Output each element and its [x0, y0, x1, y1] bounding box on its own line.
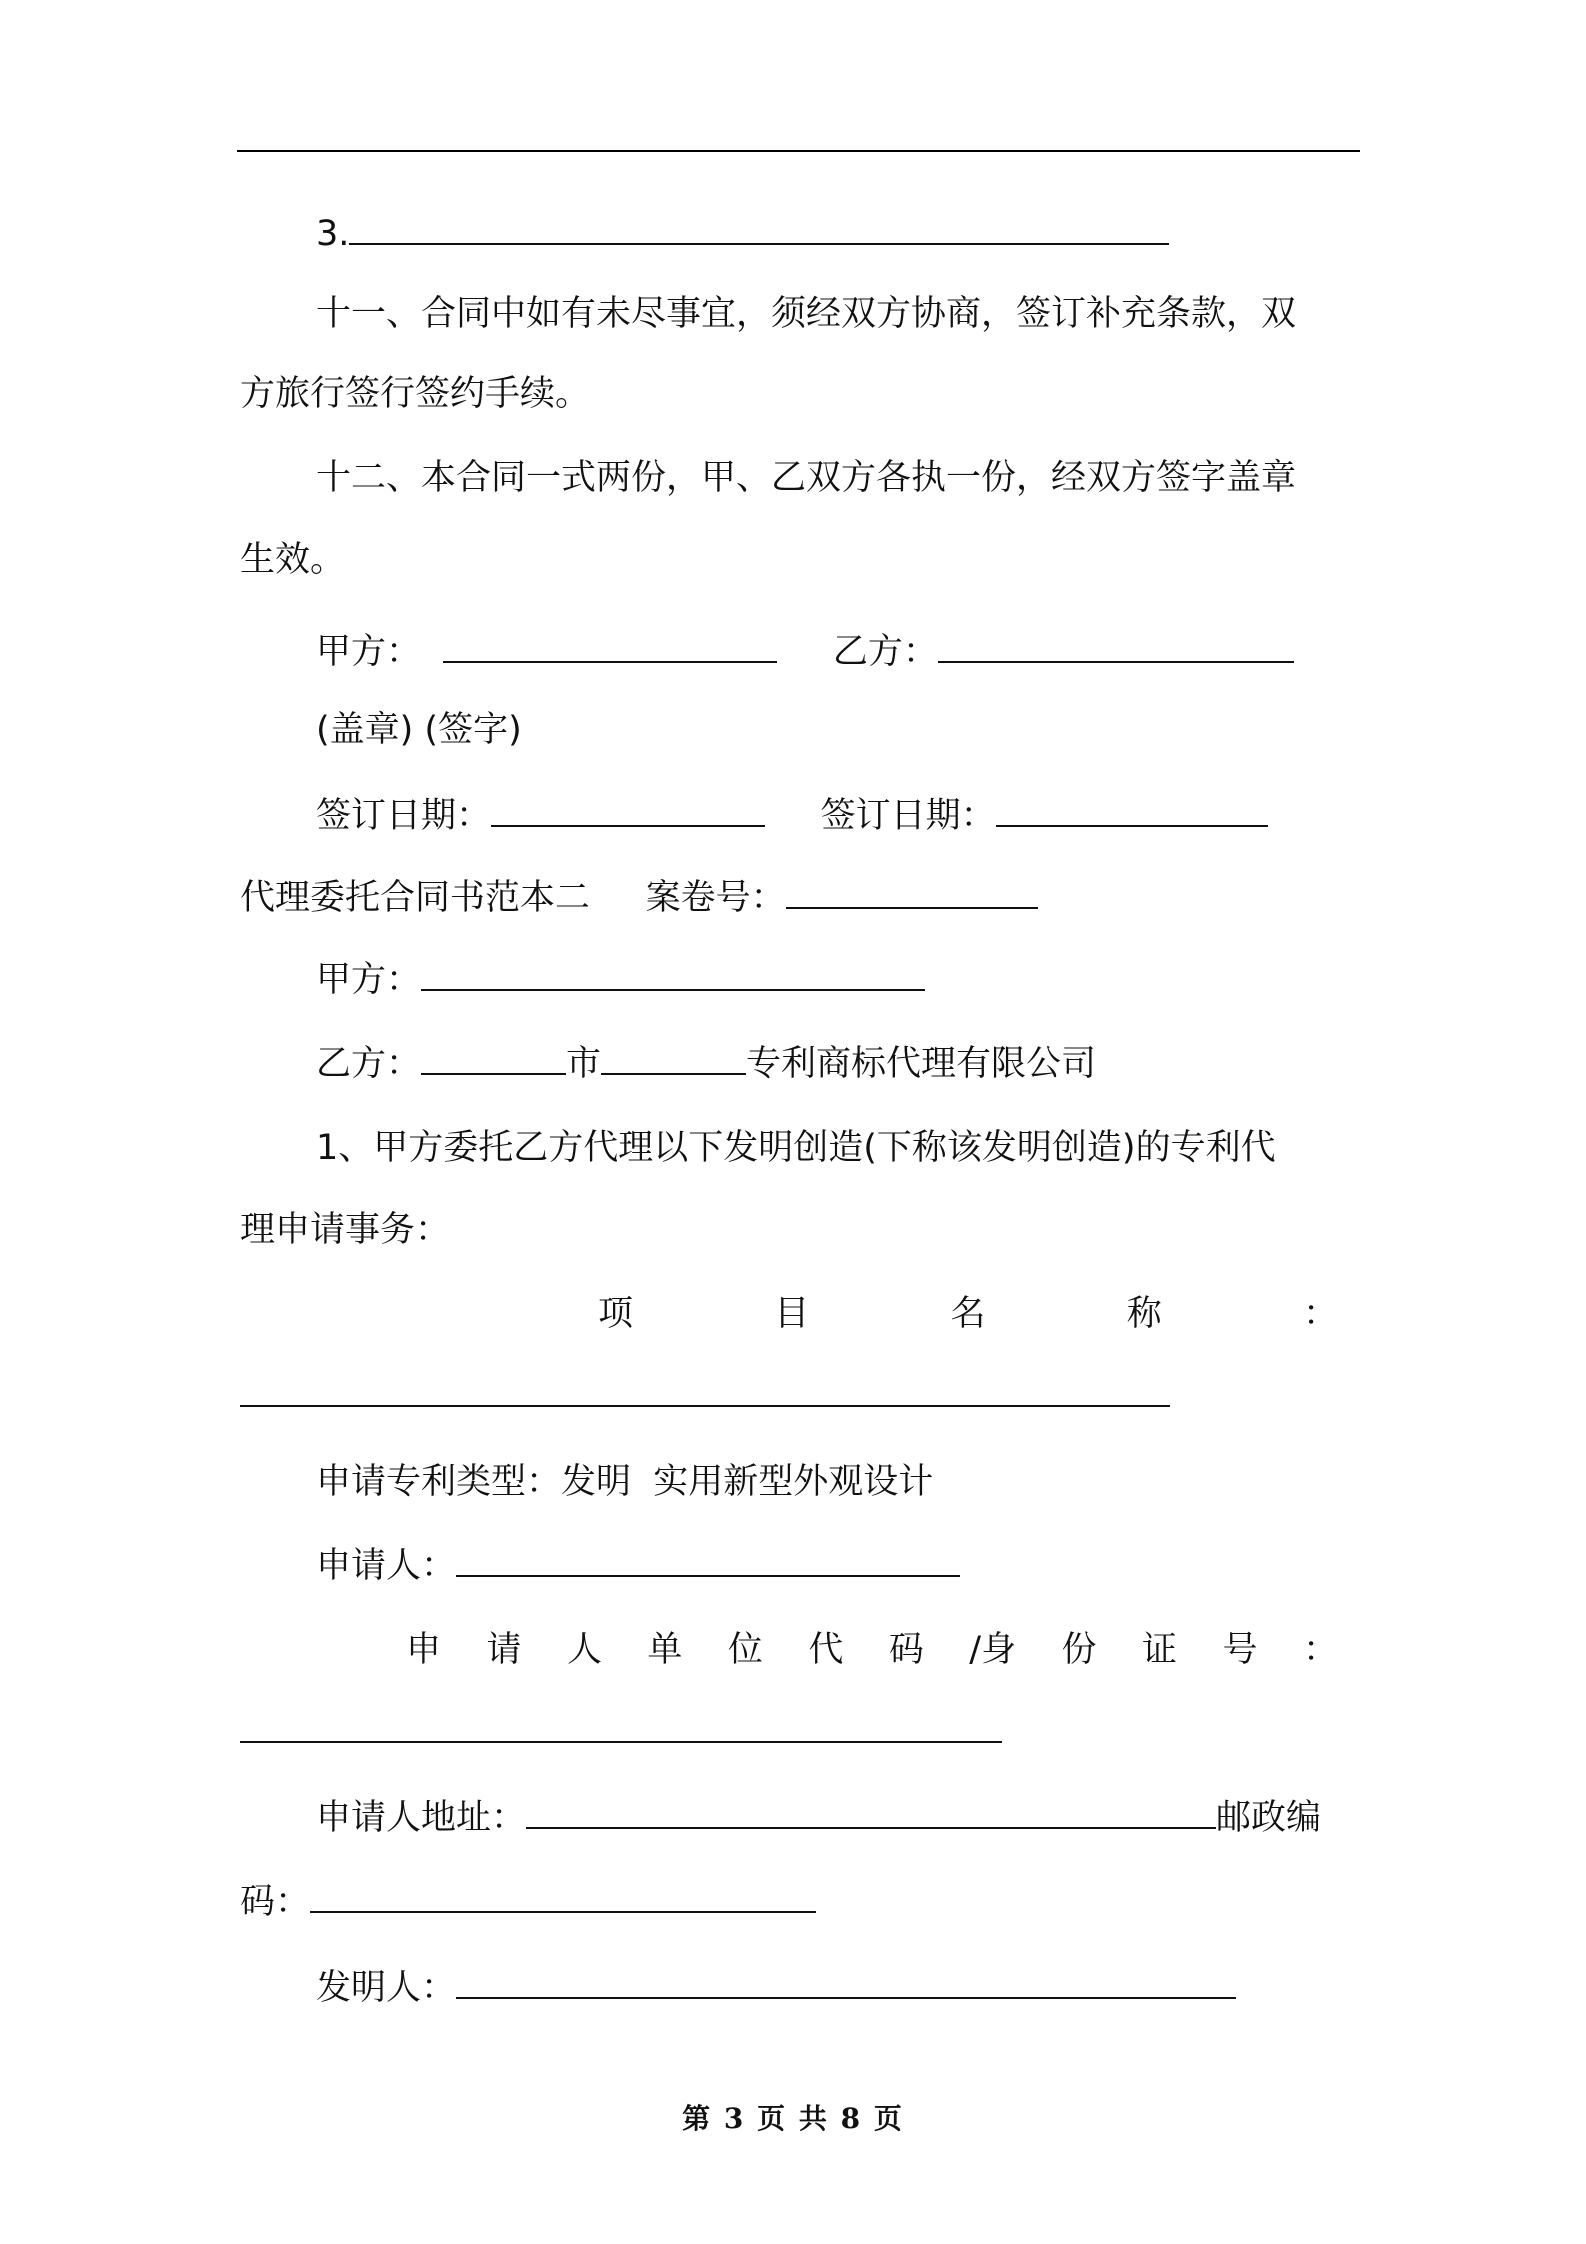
project-name-char: 目	[774, 1294, 810, 1334]
party-a2-line	[316, 958, 925, 1002]
project-name-char: ：	[1302, 1294, 1338, 1334]
party-b-label: 乙方：	[832, 632, 938, 672]
applicant-id-char: 证	[1142, 1630, 1178, 1670]
applicant-address-label: 申请人地址：	[316, 1798, 527, 1838]
sign-date-b-blank	[996, 795, 1268, 827]
party-a-blank	[443, 631, 777, 663]
clause-12-line-2: 生效。	[240, 540, 346, 580]
project-name-label	[598, 1292, 1338, 1336]
clause-12-line-1: 十二、本合同一式两份，甲、乙双方各执一份，经双方签字盖章	[316, 458, 1297, 498]
party-b2-name-blank	[601, 1043, 746, 1075]
applicant-id-line	[240, 1710, 1002, 1754]
party-b2-city: 市	[566, 1044, 602, 1084]
party-a2-label: 甲方：	[316, 960, 422, 1000]
party-a-label: 甲方：	[316, 632, 422, 672]
project-name-blank	[240, 1375, 1170, 1407]
postcode-label-part-2: 码：	[240, 1882, 311, 1922]
applicant-id-char: 申	[406, 1630, 442, 1670]
applicant-address-blank	[526, 1797, 1216, 1829]
inventor-blank	[456, 1967, 1236, 1999]
item-1-line-1: 1、甲方委托乙方代理以下发明创造(下称该发明创造)的专利代	[316, 1128, 1276, 1168]
postcode-blank	[310, 1881, 816, 1913]
inventor-line	[316, 1966, 1236, 2010]
sign-date-b-label: 签订日期：	[820, 796, 996, 836]
party-a-line	[316, 630, 1294, 674]
applicant-id-label	[406, 1628, 1338, 1672]
header-rule	[237, 150, 1360, 152]
item-3-label: 3.	[316, 214, 350, 254]
applicant-id-char: 码	[888, 1630, 924, 1670]
applicant-label: 申请人：	[316, 1546, 457, 1586]
applicant-id-char: 位	[727, 1630, 763, 1670]
sample-title: 代理委托合同书范本二	[240, 878, 591, 918]
party-b2-label: 乙方：	[316, 1044, 422, 1084]
item-1-line-2: 理申请事务：	[240, 1210, 451, 1250]
party-b2-line	[316, 1042, 1096, 1086]
project-name-char: 项	[598, 1294, 634, 1334]
party-a2-blank	[421, 959, 925, 991]
item-3-blank	[349, 213, 1169, 245]
case-no-label: 案卷号：	[645, 878, 786, 918]
applicant-blank	[456, 1545, 960, 1577]
postcode-line	[240, 1880, 816, 1924]
project-name-char: 称	[1126, 1294, 1162, 1334]
sample-title-line	[240, 876, 1038, 920]
sign-date-a-label: 签订日期：	[316, 796, 492, 836]
item-3-line	[316, 212, 1169, 256]
patent-type-line: 申请专利类型：发明 实用新型外观设计	[316, 1462, 934, 1502]
applicant-id-char: /身	[969, 1630, 1017, 1670]
page-footer: 第 3 页 共 8 页	[682, 2102, 904, 2135]
clause-11-line-2: 方旅行签行签约手续。	[240, 374, 591, 414]
sign-date-a-blank	[491, 795, 765, 827]
applicant-id-char: 人	[566, 1630, 602, 1670]
applicant-address-line	[316, 1796, 1321, 1840]
applicant-id-char: 代	[808, 1630, 844, 1670]
applicant-id-char: 单	[647, 1630, 683, 1670]
applicant-id-blank	[240, 1711, 1002, 1743]
party-b-blank	[938, 631, 1294, 663]
postcode-label-part-1: 邮政编	[1216, 1798, 1322, 1838]
applicant-id-char: ：	[1302, 1630, 1338, 1670]
case-no-blank	[786, 877, 1038, 909]
seal-sign-line: (盖章) (签字)	[316, 710, 522, 750]
applicant-id-char: 请	[486, 1630, 522, 1670]
sign-date-line	[316, 794, 1268, 838]
applicant-id-char: 号	[1222, 1630, 1258, 1670]
applicant-line	[316, 1544, 960, 1588]
applicant-id-char: 份	[1061, 1630, 1097, 1670]
project-name-char: 名	[950, 1294, 986, 1334]
inventor-label: 发明人：	[316, 1968, 457, 2008]
clause-11-line-1: 十一、合同中如有未尽事宜，须经双方协商，签订补充条款，双	[316, 294, 1297, 334]
party-b2-company: 专利商标代理有限公司	[746, 1044, 1097, 1084]
party-b2-city-blank	[421, 1043, 566, 1075]
project-name-line	[240, 1374, 1170, 1418]
